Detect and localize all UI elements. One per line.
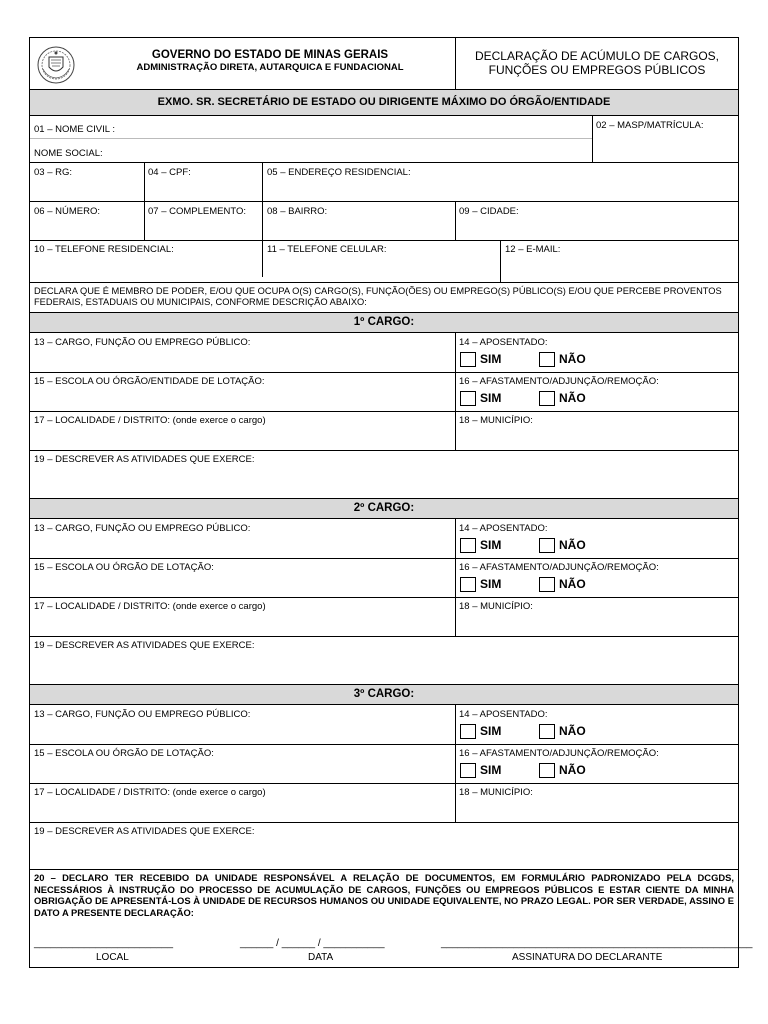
cargo-2-aposentado-sim-checkbox[interactable]	[460, 538, 476, 553]
cargo-1-afastamento-nao-label: NÃO	[559, 391, 586, 405]
cargo-1-f17: 17 – LOCALIDADE / DISTRITO: (onde exerce o cargo)	[34, 415, 266, 426]
cargo-3-f14: 14 – APOSENTADO:	[459, 709, 548, 720]
cargo-2-afastamento-nao-label: NÃO	[559, 577, 586, 591]
cargo-1-f16: 16 – AFASTAMENTO/ADJUNÇÃO/REMOÇÃO:	[459, 376, 659, 387]
coat-of-arms-icon	[35, 45, 77, 85]
cargo-2-f16: 16 – AFASTAMENTO/ADJUNÇÃO/REMOÇÃO:	[459, 562, 659, 573]
numero-label: 06 – NÚMERO:	[34, 206, 100, 217]
masp-label: 02 – MASP/MATRÍCULA:	[596, 120, 704, 131]
final-declaration: 20 – DECLARO TER RECEBIDO DA UNIDADE RESPONSÁVEL A RELAÇÃO DE DOCUMENTOS, EM FORMULÁRIO PADRONIZADO PELA DCGDS, NECESSÁRIOS À INSTRUÇÃO DO PROCESSO DE ACUMULAÇÃO DE CARGOS, FUNÇÕES OU EMPREGOS PÚBLICOS E ESTAR CIENTE DA MINHA OBRIGAÇÃO DE APRESENTÁ-LOS À UNIDADE DE RECURSOS HUMANOS OU UNIDADE EQUIVALENTE, NO PRAZO LEGAL. POR SER VERDADE, ASSINO E DATO A PRESENTE DECLARAÇÃO:	[34, 872, 734, 918]
cargo-1-f18: 18 – MUNICÍPIO:	[459, 415, 533, 426]
cargo-2-f13: 13 – CARGO, FUNÇÃO OU EMPREGO PÚBLICO:	[34, 523, 251, 534]
addressee-band	[30, 89, 738, 116]
cargo-1-afastamento-sim-label: SIM	[480, 391, 502, 405]
bairro-label: 08 – BAIRRO:	[267, 206, 328, 217]
cargo-1-f15: 15 – ESCOLA OU ÓRGÃO/ENTIDADE DE LOTAÇÃO:	[34, 376, 265, 387]
date-caption: DATA	[308, 952, 334, 963]
declaration-intro: DECLARA QUE É MEMBRO DE PODER, E/OU QUE OCUPA O(S) CARGO(S), FUNÇÃO(ÕES) OU EMPREGO(S) PÚBLICO(S) E/OU QUE PERCEBE PROVENTOS FEDERAIS, ESTADUAIS OU MUNICIPAIS, CONFORME DESCRIÇÃO ABAIXO:	[34, 286, 722, 307]
cargo-1-f13: 13 – CARGO, FUNÇÃO OU EMPREGO PÚBLICO:	[34, 337, 251, 348]
cargo-1-afastamento-sim-checkbox[interactable]	[460, 391, 476, 406]
cargo-3-afastamento-nao-label: NÃO	[559, 763, 586, 777]
cargo-3-aposentado-nao-label: NÃO	[559, 724, 586, 738]
cargo-3-f17: 17 – LOCALIDADE / DISTRITO: (onde exerce o cargo)	[34, 787, 266, 798]
gov-title: GOVERNO DO ESTADO DE MINAS GERAIS	[151, 49, 389, 61]
cargo-3-aposentado-nao-checkbox[interactable]	[539, 724, 555, 739]
cargo-3-afastamento-sim-checkbox[interactable]	[460, 763, 476, 778]
cidade-label: 09 – CIDADE:	[459, 206, 519, 217]
gov-subtitle: ADMINISTRAÇÃO DIRETA, AUTARQUICA E FUNDACIONAL	[136, 62, 404, 73]
cargo-2-f19: 19 – DESCREVER AS ATIVIDADES QUE EXERCE:	[34, 640, 255, 651]
cargo-3-f16: 16 – AFASTAMENTO/ADJUNÇÃO/REMOÇÃO:	[459, 748, 659, 759]
nome-social-label: NOME SOCIAL:	[34, 148, 103, 159]
cargo-2-f17: 17 – LOCALIDADE / DISTRITO: (onde exerce o cargo)	[34, 601, 266, 612]
cargo-2-aposentado-nao-label: NÃO	[559, 538, 586, 552]
declaration-form	[29, 37, 753, 968]
cargo-3-title: 3º CARGO:	[353, 688, 415, 700]
rg-label: 03 – RG:	[34, 167, 73, 178]
complemento-label: 07 – COMPLEMENTO:	[148, 206, 247, 217]
telefone-celular-label: 11 – TELEFONE CELULAR:	[267, 244, 387, 255]
local-line: _________________________	[34, 938, 174, 949]
signature-line: ________________________________________________________	[441, 938, 753, 949]
cargo-2-f18: 18 – MUNICÍPIO:	[459, 601, 533, 612]
declaration-title-1: DECLARAÇÃO DE ACÚMULO DE CARGOS,	[474, 49, 720, 63]
cargo-3-f15: 15 – ESCOLA OU ÓRGÃO DE LOTAÇÃO:	[34, 748, 214, 759]
declaration-title-2: FUNÇÕES OU EMPREGOS PÚBLICOS	[488, 63, 706, 77]
cargo-2-title: 2º CARGO:	[353, 502, 415, 514]
cargo-3-f19: 19 – DESCREVER AS ATIVIDADES QUE EXERCE:	[34, 826, 255, 837]
cargo-2-afastamento-sim-checkbox[interactable]	[460, 577, 476, 592]
cargo-3-aposentado-sim-checkbox[interactable]	[460, 724, 476, 739]
cargo-2-afastamento-sim-label: SIM	[480, 577, 502, 591]
cargo-1-band	[30, 312, 738, 333]
cargo-3-f18: 18 – MUNICÍPIO:	[459, 787, 533, 798]
cargo-2-aposentado-nao-checkbox[interactable]	[539, 538, 555, 553]
nome-civil-label: 01 – NOME CIVIL :	[34, 124, 115, 135]
cargo-2-f15: 15 – ESCOLA OU ÓRGÃO DE LOTAÇÃO:	[34, 562, 214, 573]
cargo-1-f19: 19 – DESCREVER AS ATIVIDADES QUE EXERCE:	[34, 454, 255, 465]
date-line: ______ / ______ / ___________	[240, 938, 385, 949]
cpf-label: 04 – CPF:	[148, 167, 191, 178]
cargo-1-title: 1º CARGO:	[353, 316, 415, 328]
cargo-1-aposentado-nao-checkbox[interactable]	[539, 352, 555, 367]
telefone-residencial-label: 10 – TELEFONE RESIDENCIAL:	[34, 244, 174, 255]
cargo-3-band	[30, 684, 738, 705]
addressee-text: EXMO. SR. SECRETÁRIO DE ESTADO OU DIRIGENTE MÁXIMO DO ÓRGÃO/ENTIDADE	[157, 96, 611, 108]
endereco-label: 05 – ENDEREÇO RESIDENCIAL:	[267, 167, 411, 178]
cargo-2-afastamento-nao-checkbox[interactable]	[539, 577, 555, 592]
cargo-2-aposentado-sim-label: SIM	[480, 538, 502, 552]
cargo-2-f14: 14 – APOSENTADO:	[459, 523, 548, 534]
local-caption: LOCAL	[96, 952, 129, 963]
cargo-1-afastamento-nao-checkbox[interactable]	[539, 391, 555, 406]
cargo-1-f14: 14 – APOSENTADO:	[459, 337, 548, 348]
cargo-3-aposentado-sim-label: SIM	[480, 724, 502, 738]
cargo-1-aposentado-sim-label: SIM	[480, 352, 502, 366]
cargo-3-afastamento-nao-checkbox[interactable]	[539, 763, 555, 778]
cargo-1-aposentado-nao-label: NÃO	[559, 352, 586, 366]
cargo-3-f13: 13 – CARGO, FUNÇÃO OU EMPREGO PÚBLICO:	[34, 709, 251, 720]
cargo-1-aposentado-sim-checkbox[interactable]	[460, 352, 476, 367]
cargo-2-band	[30, 498, 738, 519]
signature-caption: ASSINATURA DO DECLARANTE	[512, 952, 663, 963]
email-label: 12 – E-MAIL:	[505, 244, 561, 255]
cargo-3-afastamento-sim-label: SIM	[480, 763, 502, 777]
